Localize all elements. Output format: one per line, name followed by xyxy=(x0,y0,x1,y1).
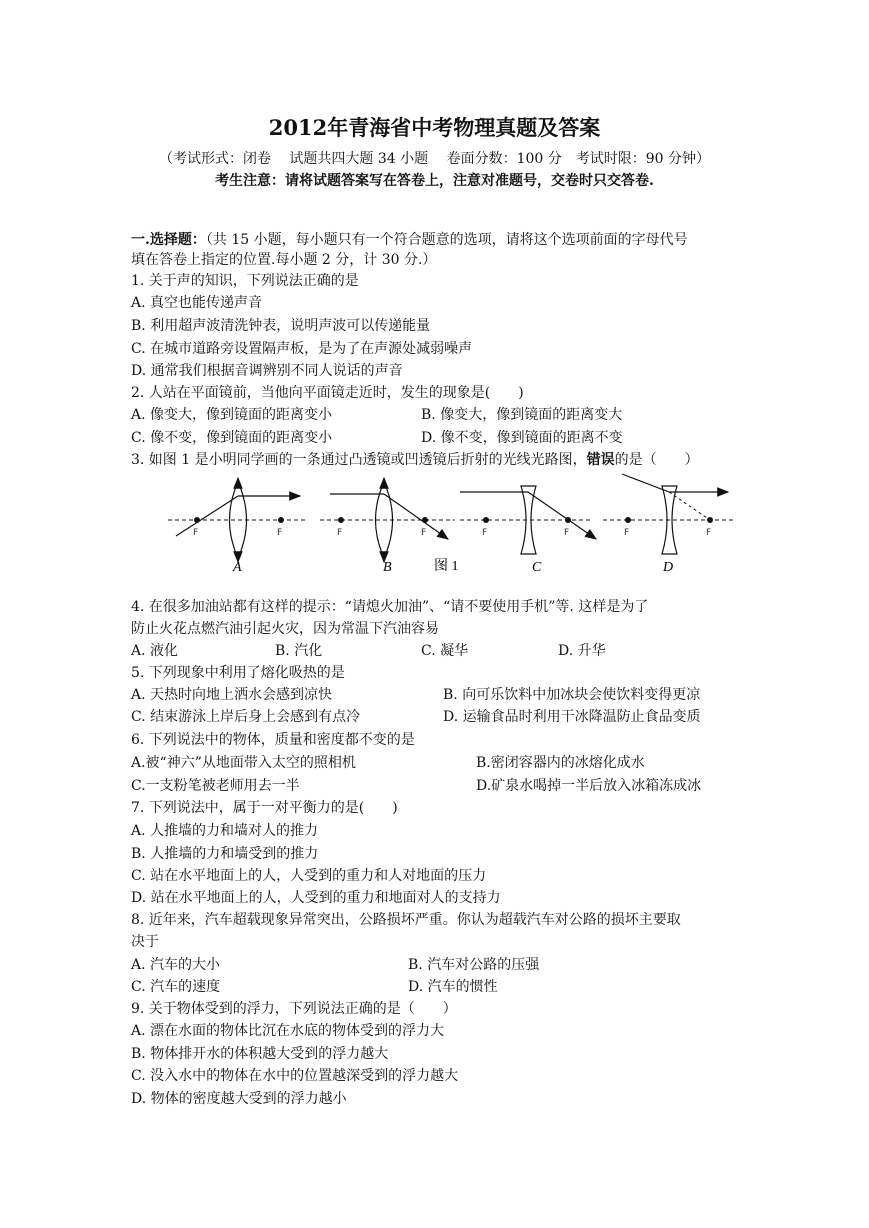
stem-text: 3. 如图 1 是小明同学画的一条通过凸透镜或凹透镜后折射的光线光路图， xyxy=(131,452,587,468)
option: A. 汽车的大小 xyxy=(131,957,221,973)
section-intro-line1: （共 15 小题，每小题只有一个符合题意的选项，请将这个选项前面的字母代号 xyxy=(205,232,688,248)
question-stem: 7. 下列说法中，属于一对平衡力的是( ) xyxy=(131,800,398,816)
question-stem: 4. 在很多加油站都有这样的提示：“请熄火加油”、“请不要使用手机”等. 这样是为了 xyxy=(131,599,649,615)
focal-point xyxy=(278,517,284,523)
option: D. 升华 xyxy=(558,643,606,659)
option: B. 像变大，像到镜面的距离变大 xyxy=(421,407,623,423)
exam-notice: 考生注意：请将试题答案写在答卷上，注意对准题号，交卷时只交答卷. xyxy=(215,173,654,189)
question-stem: 6. 下列说法中的物体，质量和密度都不变的是 xyxy=(131,732,415,748)
option: B. 汽化 xyxy=(275,643,323,659)
option: A. 天热时向地上洒水会感到凉快 xyxy=(131,687,333,703)
diagram-label-d: D xyxy=(663,560,674,575)
focal-label: F xyxy=(624,528,630,538)
option: C. 凝华 xyxy=(421,643,469,659)
question-stem: 1. 关于声的知识，下列说法正确的是 xyxy=(131,273,359,289)
question-stem: 8. 近年来，汽车超载现象异常突出，公路损坏严重。你认为超载汽车对公路的损坏主要取 xyxy=(131,912,681,928)
light-ray xyxy=(384,494,448,539)
option: B. 物体排开水的体积越大受到的浮力越大 xyxy=(131,1046,389,1062)
extension-line xyxy=(669,492,710,520)
option: B.密闭容器内的冰熔化成水 xyxy=(476,755,645,771)
focal-label: F xyxy=(421,528,427,538)
focal-label: F xyxy=(564,528,570,538)
figure-caption: 图 1 xyxy=(434,559,459,574)
focal-label: F xyxy=(277,528,283,538)
option: A. 漂在水面的物体比沉在水底的物体受到的浮力大 xyxy=(131,1023,445,1039)
question-stem: 2. 人站在平面镜前，当他向平面镜走近时，发生的现象是( ) xyxy=(131,385,524,401)
option: A. 真空也能传递声音 xyxy=(131,295,263,311)
option: D. 物体的密度越大受到的浮力越小 xyxy=(131,1091,347,1107)
focal-label: F xyxy=(193,528,199,538)
section-heading: 一.选择题： xyxy=(131,232,206,248)
diagram-label-c: C xyxy=(532,560,542,575)
page-title: 2012年青海省中考物理真题及答案 xyxy=(268,115,601,140)
section-intro xyxy=(131,230,688,250)
option: B. 向可乐饮料中加冰块会使饮料变得更凉 xyxy=(443,687,701,703)
option: D. 汽车的惯性 xyxy=(408,979,498,995)
option: C. 像不变，像到镜面的距离变小 xyxy=(131,430,333,446)
option: D. 运输食品时利用干冰降温防止食品变质 xyxy=(443,709,701,725)
option: C. 没入水中的物体在水中的位置越深受到的浮力越大 xyxy=(131,1068,459,1084)
option: A. 人推墙的力和墙对人的推力 xyxy=(131,823,319,839)
option: C. 在城市道路旁设置隔声板，是为了在声源处减弱噪声 xyxy=(131,341,473,357)
light-ray xyxy=(528,492,596,539)
option: B. 利用超声波清洗钟表，说明声波可以传递能量 xyxy=(131,318,431,334)
section-intro-line2: 填在答卷上指定的位置.每小题 2 分，计 30 分.） xyxy=(131,252,437,268)
question-stem: 9. 关于物体受到的浮力，下列说法正确的是（ ） xyxy=(131,1001,457,1017)
option: D. 像不变，像到镜面的距离不变 xyxy=(421,430,623,446)
focal-point xyxy=(625,517,631,523)
focal-point xyxy=(483,517,489,523)
question-stem-cont: 决于 xyxy=(131,934,159,950)
option: B. 汽车对公路的压强 xyxy=(408,957,540,973)
figure-1-lens-diagrams xyxy=(160,470,750,580)
option: D. 通常我们根据音调辨别不同人说话的声音 xyxy=(131,363,403,379)
option: C. 结束游泳上岸后身上会感到有点冷 xyxy=(131,709,361,725)
option: D.矿泉水喝掉一半后放入冰箱冻成冰 xyxy=(476,778,702,794)
question-stem xyxy=(131,450,699,470)
focal-point xyxy=(338,517,344,523)
question-stem: 5. 下列现象中利用了熔化吸热的是 xyxy=(131,665,345,681)
option: D. 站在水平地面上的人，人受到的重力和地面对人的支持力 xyxy=(131,890,501,906)
exam-info: （考试形式：闭卷 试题共四大题 34 小题 卷面分数：100 分 考试时限：90 分钟） xyxy=(158,151,711,167)
option: B. 人推墙的力和墙受到的推力 xyxy=(131,846,319,862)
option: C.一支粉笔被老师用去一半 xyxy=(131,778,300,794)
light-ray xyxy=(622,474,669,492)
focal-label: F xyxy=(337,528,343,538)
option: C. 站在水平地面上的人，人受到的重力和人对地面的压力 xyxy=(131,868,487,884)
stem-emphasis: 错误 xyxy=(586,452,615,468)
option: A. 像变大，像到镜面的距离变小 xyxy=(131,407,333,423)
diagram-label-b: B xyxy=(383,560,392,575)
diagram-label-a: A xyxy=(233,560,242,575)
option: C. 汽车的速度 xyxy=(131,979,221,995)
option: A.被“神六”从地面带入太空的照相机 xyxy=(131,755,356,771)
stem-text: 的是（ ） xyxy=(614,452,699,468)
option: A. 液化 xyxy=(131,643,179,659)
light-ray xyxy=(176,496,238,536)
question-stem-cont: 防止火花点燃汽油引起火灾，因为常温下汽油容易 xyxy=(131,621,439,637)
focal-label: F xyxy=(706,528,712,538)
focal-label: F xyxy=(482,528,488,538)
